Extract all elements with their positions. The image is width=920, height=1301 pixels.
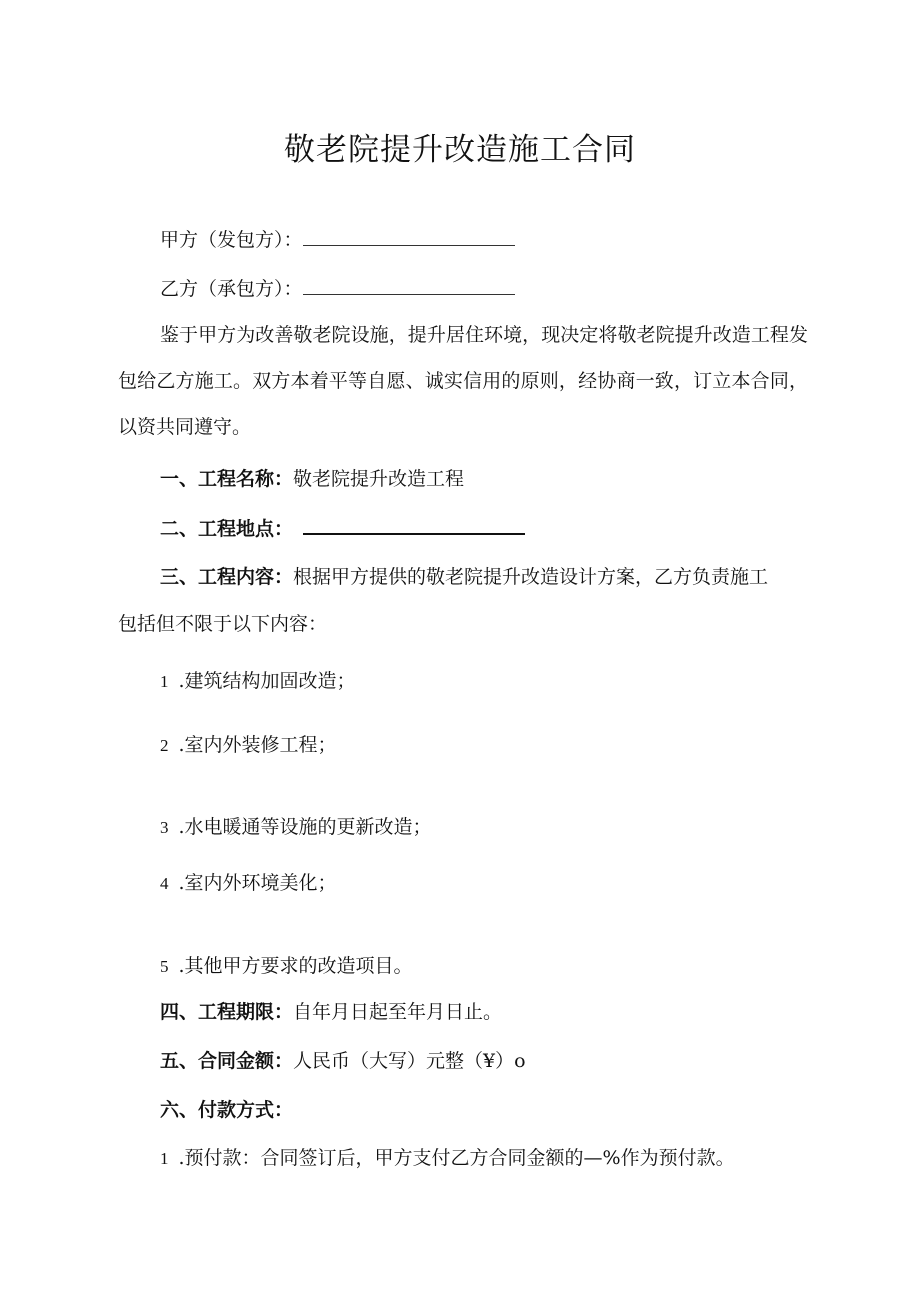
party-b-label: 乙方（承包方）：	[160, 278, 303, 300]
content-item-text: .室内外环境美化；	[178, 872, 337, 894]
section-3-continuation: 包括但不限于以下内容：	[118, 613, 328, 635]
party-b-blank	[303, 276, 515, 295]
content-item-text: .其他甲方要求的改造项目。	[178, 955, 413, 977]
section-5-text: 人民币（大写）元整（¥）o	[293, 1050, 526, 1072]
content-item	[160, 870, 337, 897]
section-1-heading: 一、工程名称：	[160, 468, 294, 490]
section-4	[160, 999, 502, 1025]
content-item-number: 5	[160, 957, 169, 976]
section-4-text: 自年月日起至年月日止。	[293, 1001, 503, 1023]
party-a-line	[160, 227, 515, 253]
section-1-text: 敬老院提升改造工程	[293, 468, 465, 490]
section-3-text: 根据甲方提供的敬老院提升改造设计方案，乙方负责施工	[293, 566, 769, 588]
section-6	[160, 1097, 293, 1123]
party-a-blank	[303, 227, 515, 246]
content-item-text: .水电暖通等设施的更新改造；	[178, 816, 432, 838]
section-3	[160, 564, 768, 590]
section-5	[160, 1048, 526, 1074]
payment-item-text: .预付款：合同签订后，甲方支付乙方合同金额的—%作为预付款。	[178, 1147, 735, 1169]
section-4-heading: 四、工程期限：	[160, 1001, 294, 1023]
section-5-heading: 五、合同金额：	[160, 1050, 294, 1072]
payment-item-number: 1	[160, 1149, 169, 1168]
content-item	[160, 732, 337, 759]
section-2	[160, 515, 525, 542]
section-2-heading: 二、工程地点：	[160, 518, 294, 540]
party-a-label: 甲方（发包方）：	[160, 229, 303, 251]
content-item	[160, 953, 413, 980]
payment-item	[160, 1145, 735, 1172]
content-item-number: 1	[160, 672, 169, 691]
content-item	[160, 668, 356, 695]
content-item-text: .室内外装修工程；	[178, 734, 337, 756]
content-item-text: .建筑结构加固改造；	[178, 670, 356, 692]
content-item-number: 2	[160, 736, 169, 755]
document-title: 敬老院提升改造施工合同	[284, 132, 636, 168]
section-6-heading: 六、付款方式：	[160, 1099, 294, 1121]
content-item-number: 4	[160, 874, 169, 893]
preamble-paragraph: 鉴于甲方为改善敬老院设施，提升居住环境，现决定将敬老院提升改造工程发包给乙方施工。双方本着平等自愿、诚实信用的原则，经协商一致，订立本合同，以资共同遵守。	[118, 324, 808, 438]
party-b-line	[160, 276, 515, 302]
section-1	[160, 466, 464, 492]
content-item-number: 3	[160, 818, 169, 837]
section-2-blank	[303, 515, 525, 535]
content-item	[160, 814, 432, 841]
section-3-heading: 三、工程内容：	[160, 566, 294, 588]
